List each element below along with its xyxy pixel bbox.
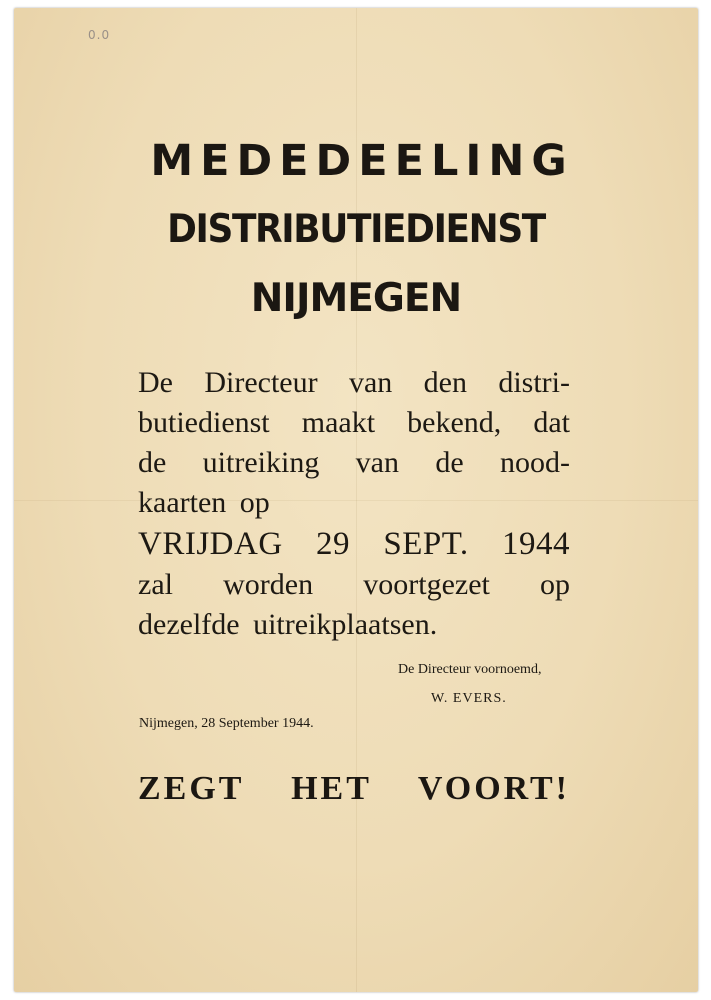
footer-slogan: ZEGT HET VOORT! — [138, 770, 570, 807]
signature-name: W. EVERS. — [431, 691, 507, 706]
heading-nijmegen: NIJMEGEN — [250, 276, 462, 321]
body-line: De Directeur van den distri- — [138, 366, 570, 399]
heading-distributiedienst: DISTRIBUTIEDIENST — [167, 207, 545, 252]
heading-mededeeling: MEDEDEELING — [150, 136, 574, 186]
signature-title: De Directeur voornoemd, — [398, 662, 542, 677]
body-line: zal worden voortgezet op — [138, 568, 570, 601]
corner-pencil-mark: 0.0 — [88, 28, 111, 42]
body-line: de uitreiking van de nood- — [138, 446, 570, 479]
announcement-body — [138, 363, 570, 645]
body-line: dezelfde uitreikplaatsen. — [138, 608, 438, 641]
poster-sheet — [14, 8, 698, 992]
distribution-date: VRIJDAG 29 SEPT. 1944 — [138, 526, 570, 562]
body-line: kaarten op — [138, 486, 270, 519]
body-line: butiedienst maakt bekend, dat — [138, 406, 570, 439]
place-and-date: Nijmegen, 28 September 1944. — [139, 716, 314, 731]
